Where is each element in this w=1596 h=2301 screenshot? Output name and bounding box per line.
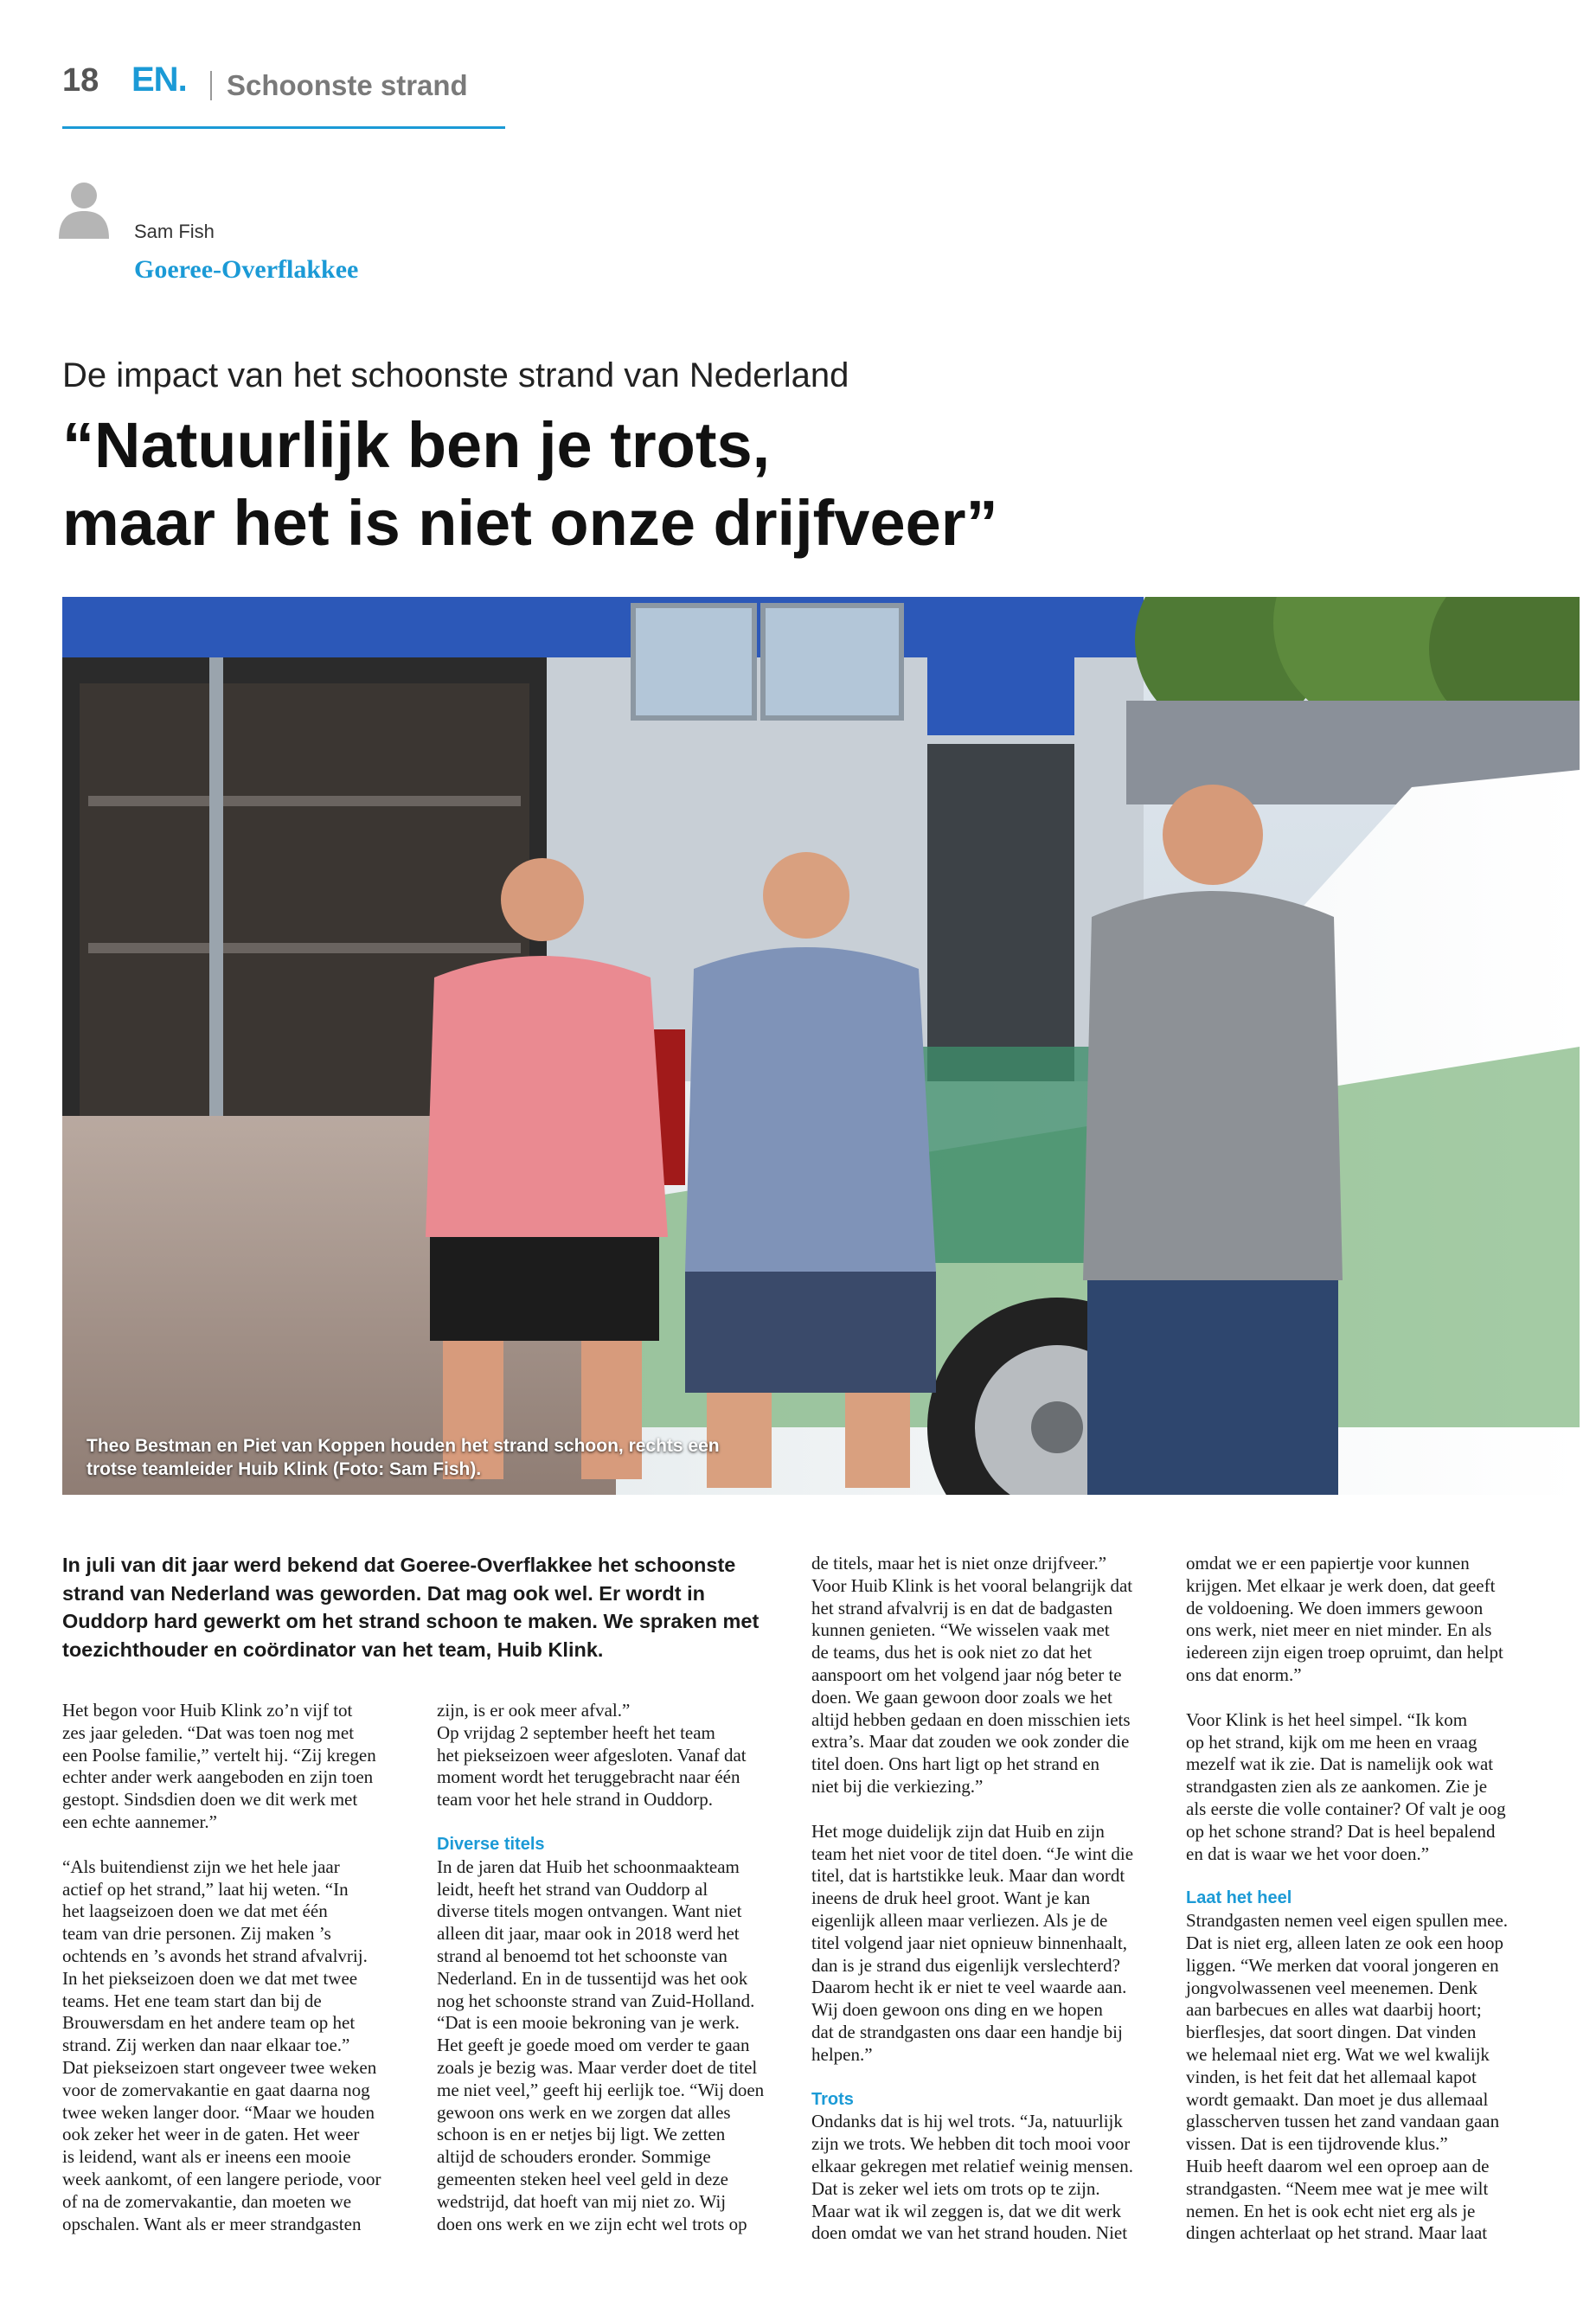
- headline: [62, 407, 1446, 562]
- page-number: 18: [62, 62, 99, 99]
- subheading: Trots: [811, 2089, 854, 2109]
- paragraph: Voor Klink is het heel simpel. “Ik kom op het strand, kijk om me heen en vraag mezelf wat ik zie. Dat is namelijk ook wat strandgasten zien als ze aankomen. Zie je als eerste die volle container? Of valt je oog op het schone strand? Dat is heel bepalend en dat is waar we het voor doen.”: [1186, 1708, 1506, 1864]
- paragraph: zijn, is er ook meer afval.” Op vrijdag 2 september heeft het team het piekseizoen weer afgesloten. Vanaf dat moment wordt het teruggebracht naar één team voor het hele strand in Ouddorp.: [437, 1700, 747, 1811]
- kicker: De impact van het schoonste strand van Nederland: [62, 356, 849, 394]
- author-name: Sam Fish: [134, 221, 215, 242]
- paragraph: Strandgasten nemen veel eigen spullen mee. Dat is niet erg, alleen laten ze ook een hoop liggen. “We merken dat vooral jongeren en jongvolwassenen veel meenemen. Denk aan barbecues en alles wat daarbij hoort; bierflesjes, dat soort dingen. Dat vinden we helemaal niet erg. Wat we wel kwalijk vinden, is het feit dat het allemaal kapot wordt gemaakt. Dan moet je dus allemaal glasscherven tussen het zand vandaan gaan vissen. Dat is een tijdrovende klus.” Huib heeft daarom wel een oproep aan de strandgasten. “Neem mee wat je mee wilt nemen. En het is ook echt niet erg als je dingen achterlaat op het strand. Maar laat: [1186, 1910, 1509, 2244]
- article-column-1: [62, 1700, 408, 2235]
- article-column-3: [811, 1553, 1157, 2245]
- paragraph: “Als buitendienst zijn we het hele jaar actief op het strand,” laat hij weten. “In het laagseizoen doen we dat met één team van drie personen. Zij maken ’s ochtends en ’s avonds het strand afvalvrij. In het piekseizoen doen we dat met twee teams. Het ene team start dan bij de Brouwersdam en het andere team op het strand. Zij werken dan naar elkaar toe.” Dat piekseizoen start ongeveer twee weken voor de zomervakantie en gaat daarna nog twee weken langer door. “Maar we houden ook zeker het weer in de gaten. Het weer is leidend, want als er ineens een mooie week aankomt, of een langere periode, voor of na de zomervakantie, dan moeten we opschalen. Want als er meer strandgasten: [62, 1856, 381, 2234]
- article-photo: [62, 597, 1580, 1495]
- publication-logo: EN.: [131, 61, 187, 99]
- header-divider: [210, 71, 212, 100]
- paragraph: de titels, maar het is niet onze drijfveer.” Voor Huib Klink is het vooral belangrijk dat het strand afvalvrij is en dat de badgasten kunnen genieten. “We wisselen vaak met de teams, dus het is ook niet zo dat het aanspoort om het volgend jaar nóg beter te doen. We gaan gewoon door zoals we het altijd hebben gedaan en doen misschien iets extra’s. Maar dat zouden we ook zonder die titel doen. Ons hart ligt op het strand en niet bij die verkiezing.”: [811, 1553, 1133, 1797]
- paragraph: Ondanks dat is hij wel trots. “Ja, natuurlijk zijn we trots. We hebben dit toch mooi voor elkaar gekregen met relatief weinig mensen. Dat is zeker wel iets om trots op te zijn. Maar wat ik wil zeggen is, dat we dit werk doen omdat we van het strand houden. Niet: [811, 2111, 1133, 2244]
- article-intro: In juli van dit jaar werd bekend dat Goeree-Overflakkee het schoonste strand van Nederland was geworden. Dat mag ook wel. Er wordt in Ouddorp hard gewerkt om het strand schoon te maken. We spraken met toezichthouder en coördinator van het team, Huib Klink.: [62, 1554, 760, 1661]
- headline-line-1: “Natuurlijk ben je trots,: [62, 409, 771, 481]
- subheading: Diverse titels: [437, 1834, 545, 1854]
- person-silhouette-icon: [59, 180, 109, 239]
- headline-line-2: maar het is niet onze drijfveer”: [62, 487, 998, 559]
- subheading: Laat het heel: [1186, 1888, 1292, 1908]
- paragraph: In de jaren dat Huib het schoonmaakteam leidt, heeft het strand van Ouddorp al diverse titels mogen ontvangen. Want niet alleen dit jaar, maar ook in 2018 werd het strand al benoemd tot het schoonste van Nederland. En in de tussentijd was het ook nog het schoonste strand van Zuid-Holland. “Dat is een mooie bekroning van je werk. Het geeft je goede moed om verder te gaan zoals je bezig was. Maar verder doet de titel me niet veel,” geeft hij eerlijk toe. “Wij doen gewoon ons werk en we zorgen dat alles schoon is en er netjes bij ligt. We zetten altijd de schouders eronder. Sommige gemeenten steken heel veel geld in deze wedstrijd, dat hoeft van mij niet zo. Wij doen ons werk en we zijn echt wel trots op: [437, 1856, 765, 2234]
- photo-caption: Theo Bestman en Piet van Koppen houden het strand schoon, rechts een trotse teamleider Huib Klink (Foto: Sam Fish).: [87, 1436, 720, 1479]
- article-column-4: [1186, 1553, 1541, 2245]
- paragraph: Het moge duidelijk zijn dat Huib en zijn team het niet voor de titel doen. “Je wint die titel, dat is hartstikke leuk. Maar dan wordt ineens de druk heel groot. Want je kan eigenlijk alleen maar verliezen. Als je de titel volgend jaar niet opnieuw binnenhaalt, dan is je strand dus eigenlijk verslechterd? Daarom hecht ik er niet te veel waarde aan. Wij doen gewoon ons ding en we hopen dat de strandgasten ons daar een handje bij helpen.”: [811, 1820, 1134, 2065]
- paragraph: Het begon voor Huib Klink zo’n vijf tot zes jaar geleden. “Dat was toen nog met een Poolse familie,” vertelt hij. “Zij kregen echter ander werk aangeboden en zijn toen gestopt. Sindsdien doen we dit werk met een echte aannemer.”: [62, 1700, 376, 1832]
- section-title: Schoonste strand: [227, 69, 468, 101]
- article-column-2: [437, 1700, 783, 2235]
- region-label: Goeree-Overflakkee: [134, 255, 359, 284]
- paragraph: omdat we er een papiertje voor kunnen krijgen. Met elkaar je werk doen, dat geeft de voldoening. We doen immers gewoon ons werk, niet meer en niet minder. En als iedereen zijn eigen troep opruimt, dan helpt ons dat enorm.”: [1186, 1553, 1503, 1685]
- header-rule: [62, 126, 505, 129]
